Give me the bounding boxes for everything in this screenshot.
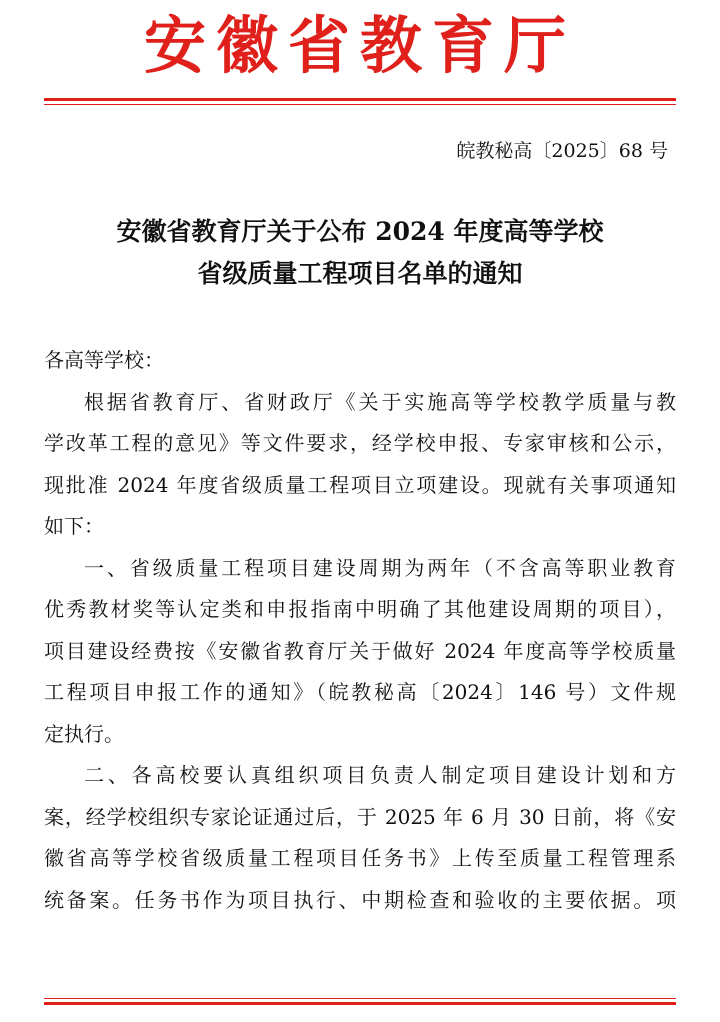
masthead-rule-thick [44,98,676,101]
body-line: 学改革工程的意见》等文件要求，经学校申报、专家审核和公示， [44,431,676,455]
title-line-2: 省级质量工程项目名单的通知 [197,259,523,288]
title-line-1: 安徽省教育厅关于公布 2024 年度高等学校 [116,217,604,246]
masthead-rule-thin [44,104,676,105]
salutation: 各高等学校： [44,348,164,372]
footer-rule-thin [44,998,676,999]
body-line: 优秀教材奖等认定类和申报指南中明确了其他建设周期的项目）， [44,597,676,621]
body-line: 案，经学校组织专家论证通过后，于 2025 年 6 月 30 日前，将《安 [44,804,676,829]
body-line: 如下： [44,514,104,538]
body-line: 工程项目申报工作的通知》（皖教秘高〔2024〕146 号）文件规 [44,680,676,704]
agency-masthead: 安徽省教育厅 [143,9,576,82]
body-line: 二、各高校要认真组织项目负责人制定项目建设计划和方 [84,763,676,787]
body-line: 统备案。任务书作为项目执行、中期检查和验收的主要依据。项 [44,887,676,912]
body-line: 根据省教育厅、省财政厅《关于实施高等学校教学质量与教 [84,389,676,414]
body-line: 一、省级质量工程项目建设周期为两年（不含高等职业教育 [84,555,676,580]
body-line: 项目建设经费按《安徽省教育厅关于做好 2024 年度高等学校质量 [44,638,676,663]
document-body [44,340,676,921]
body-line: 徽省高等学校省级质量工程项目任务书》上传至质量工程管理系 [44,846,676,870]
document-number: 皖教秘高〔2025〕68 号 [456,140,668,162]
document-title [44,211,676,295]
body-line: 定执行。 [44,721,124,746]
footer-rule-thick [44,1002,676,1005]
body-line: 现批准 2024 年度省级质量工程项目立项建设。现就有关事项通知 [44,472,676,497]
